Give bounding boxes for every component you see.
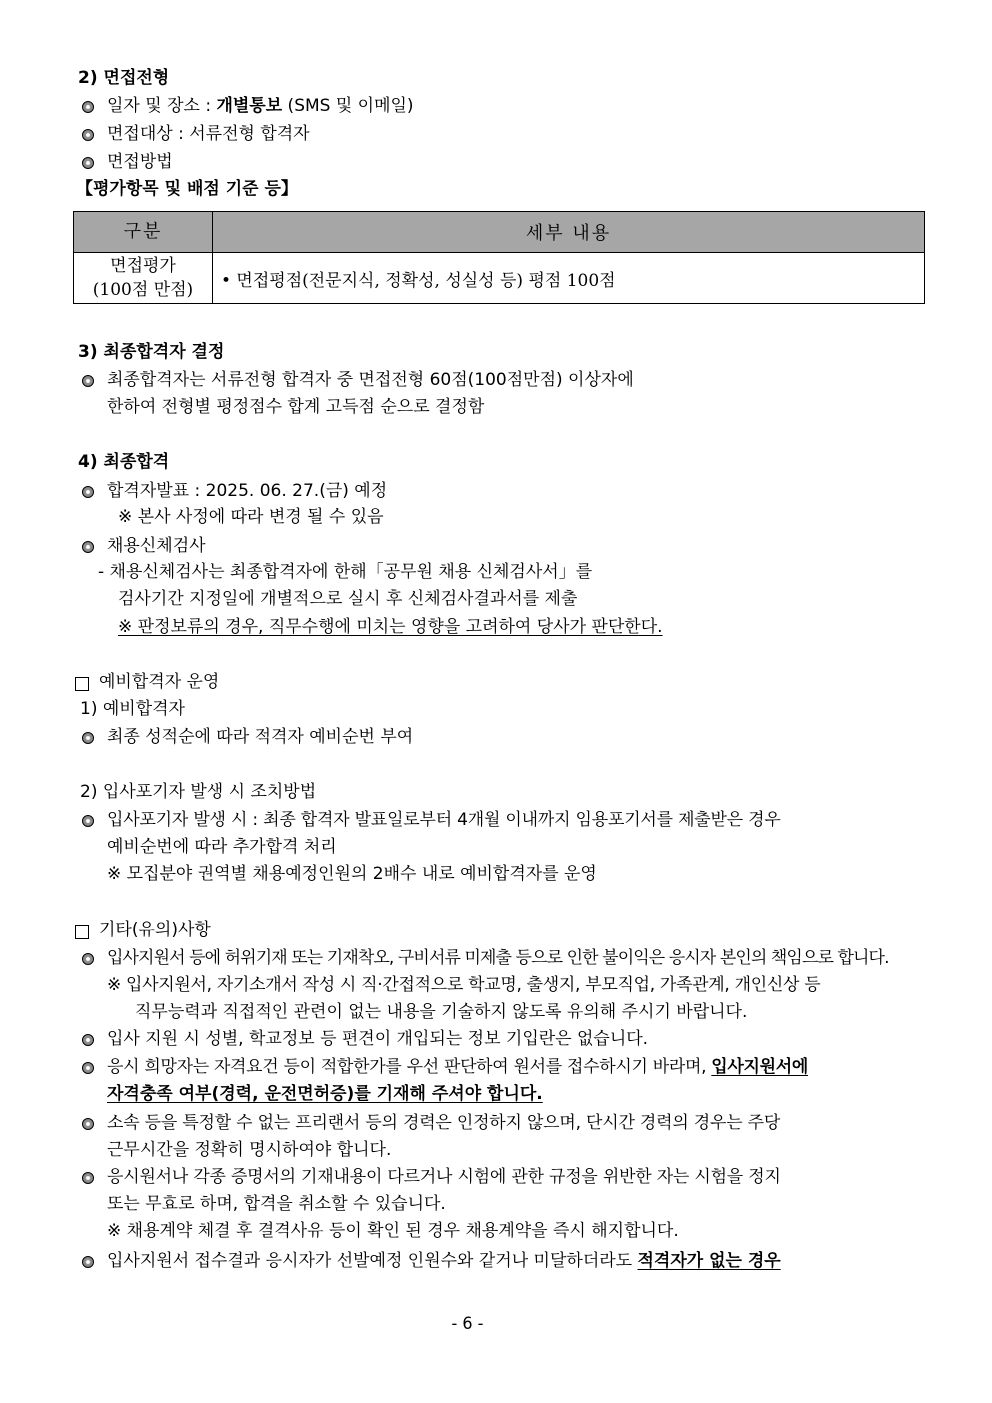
- etc-item3-line2: 자격충족 여부(경력, 운전면허증)를 기재해 주셔야 합니다.: [107, 1084, 543, 1104]
- table-header-details: 세부 내용: [213, 212, 925, 253]
- page-number: - 6 -: [451, 1314, 484, 1334]
- etc-item2: 입사 지원 시 성별, 학교정보 등 편견이 개입되는 정보 기입란은 없습니다.: [107, 1029, 649, 1049]
- health-check-line2: 검사기간 지정일에 개별적으로 실시 후 신체검사결과서를 제출: [118, 589, 578, 609]
- announcement-date: 합격자발표 : 2025. 06. 27.(금) 예정: [107, 481, 388, 501]
- interview-date-place: 일자 및 장소 : 개별통보 (SMS 및 이메일): [107, 96, 414, 116]
- circle-bullet-icon: [82, 732, 94, 744]
- reserve-sub2-note: ※ 모집분야 권역별 채용예정인원의 2배수 내로 예비합격자를 운영: [107, 864, 597, 884]
- circle-bullet-icon: [82, 1118, 94, 1130]
- table-header-row: [74, 212, 925, 253]
- reserve-sub2-line2: 예비순번에 따라 추가합격 처리: [107, 837, 337, 857]
- circle-bullet-icon: [82, 1172, 94, 1184]
- circle-bullet-icon: [82, 101, 94, 113]
- reserve-sub1-item: 최종 성적순에 따라 적격자 예비순번 부여: [107, 727, 414, 747]
- final-decision-line1: 최종합격자는 서류전형 합격자 중 면접전형 60점(100점만점) 이상자에: [107, 370, 634, 390]
- circle-bullet-icon: [82, 953, 94, 965]
- section-4-title: 4) 최종합격: [78, 452, 170, 472]
- etc-item5-line1: 응시원서나 각종 증명서의 기재내용이 다르거나 시험에 관한 규정을 위반한 자는 시험을 정지: [107, 1167, 781, 1187]
- table-title: 【평가항목 및 배점 기준 등】: [76, 179, 298, 199]
- reserve-sub1: 1) 예비합격자: [80, 699, 185, 719]
- evaluation-table: [73, 211, 925, 304]
- section-2-title: 2) 면접전형: [78, 68, 170, 88]
- etc-item6: 입사지원서 접수결과 응시자가 선발예정 인원수와 같거나 미달하더라도 적격자가 없는 경우: [107, 1251, 781, 1271]
- section-3-title: 3) 최종합격자 결정: [78, 342, 225, 362]
- table-cell-category: 면접평가 (100점 만점): [74, 253, 213, 304]
- etc-item3-line1: 응시 희망자는 자격요건 등이 적합한가를 우선 판단하여 원서를 접수하시기 바라며, 입사지원서에: [107, 1057, 809, 1077]
- health-check-note: ※ 판정보류의 경우, 직무수행에 미치는 영향을 고려하여 당사가 판단한다.: [118, 617, 663, 637]
- circle-bullet-icon: [82, 375, 94, 387]
- reserve-sub2: 2) 입사포기자 발생 시 조치방법: [80, 782, 317, 802]
- announcement-note: ※ 본사 사정에 따라 변경 될 수 있음: [118, 507, 384, 527]
- table-header-category: 구분: [74, 212, 213, 253]
- circle-bullet-icon: [82, 1256, 94, 1268]
- circle-bullet-icon: [82, 1062, 94, 1074]
- reserve-title: 예비합격자 운영: [99, 672, 220, 692]
- circle-bullet-icon: [82, 157, 94, 169]
- circle-bullet-icon: [82, 486, 94, 498]
- reserve-sub2-line1: 입사포기자 발생 시 : 최종 합격자 발표일로부터 4개월 이내까지 임용포기서를 제출받은 경우: [107, 810, 781, 830]
- etc-item4-line1: 소속 등을 특정할 수 없는 프리랜서 등의 경력은 인정하지 않으며, 단시간 경력의 경우는 주당: [107, 1113, 781, 1133]
- etc-item1-note2: 직무능력과 직접적인 관련이 없는 내용을 기술하지 않도록 유의해 주시기 바랍니다.: [135, 1002, 748, 1022]
- circle-bullet-icon: [82, 815, 94, 827]
- table-row: [74, 253, 925, 304]
- etc-item4-line2: 근무시간을 정확히 명시하여야 합니다.: [107, 1140, 392, 1160]
- etc-item1-note1: ※ 입사지원서, 자기소개서 작성 시 직·간접적으로 학교명, 출생지, 부모직업, 가족관계, 개인신상 등: [107, 975, 821, 995]
- circle-bullet-icon: [82, 541, 94, 553]
- final-decision-line2: 한하여 전형별 평정점수 합계 고득점 순으로 결정함: [107, 397, 485, 417]
- interview-method: 면접방법: [107, 152, 173, 172]
- square-bullet-icon: [75, 677, 89, 691]
- square-bullet-icon: [75, 925, 89, 939]
- circle-bullet-icon: [82, 129, 94, 141]
- interview-target: 면접대상 : 서류전형 합격자: [107, 124, 310, 144]
- health-check-title: 채용신체검사: [107, 536, 206, 556]
- etc-item5-note: ※ 채용계약 체결 후 결격사유 등이 확인 된 경우 채용계약을 즉시 해지합니다.: [107, 1221, 679, 1241]
- etc-title: 기타(유의)사항: [99, 920, 211, 940]
- table-cell-details: • 면접평점(전문지식, 정확성, 성실성 등) 평점 100점: [213, 253, 925, 304]
- etc-item1: 입사지원서 등에 허위기재 또는 기재착오, 구비서류 미제출 등으로 인한 불이익은 응시자 본인의 책임으로 합니다.: [107, 948, 889, 968]
- circle-bullet-icon: [82, 1034, 94, 1046]
- etc-item5-line2: 또는 무효로 하며, 합격을 취소할 수 있습니다.: [107, 1194, 446, 1214]
- health-check-line1: - 채용신체검사는 최종합격자에 한해「공무원 채용 신체검사서」를: [98, 562, 593, 582]
